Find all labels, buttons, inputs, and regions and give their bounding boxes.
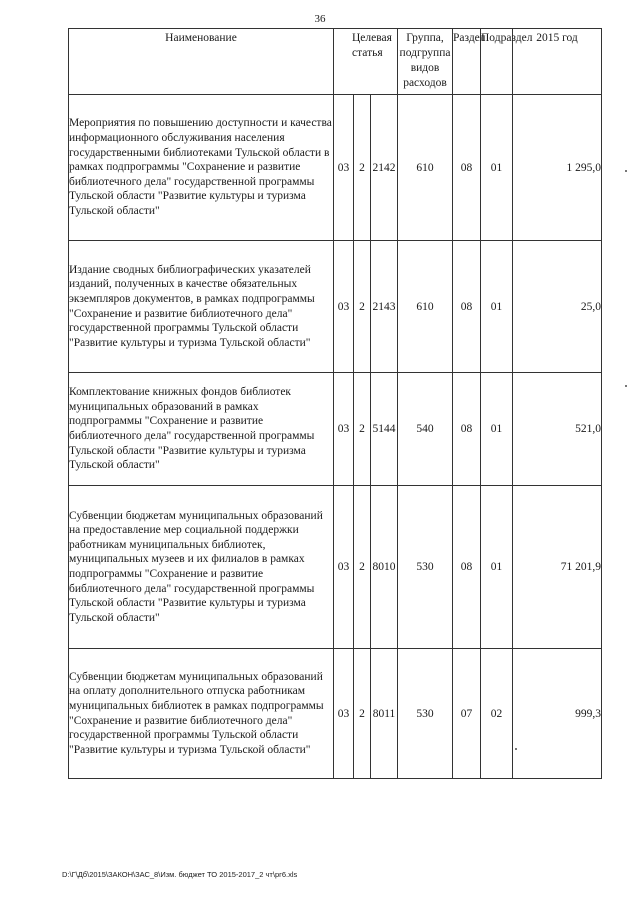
- row-item: 8010: [371, 486, 398, 649]
- row-item: 8011: [371, 649, 398, 779]
- row-group: 530: [398, 649, 453, 779]
- row-section: 08: [453, 241, 481, 373]
- row-section: 08: [453, 95, 481, 241]
- table-header-row: [69, 29, 602, 95]
- scan-dot: [625, 385, 627, 387]
- row-group: 610: [398, 241, 453, 373]
- row-program: 03: [334, 95, 354, 241]
- row-item: 2143: [371, 241, 398, 373]
- scan-dot: [625, 170, 627, 172]
- table-row: [69, 373, 602, 486]
- row-subprogram: 2: [354, 373, 371, 486]
- row-program: 03: [334, 649, 354, 779]
- row-name: Издание сводных библиографических указателей изданий, полученных в качестве обязательных экземпляров документов, в рамках подпрограммы "Сохранение и развитие библиотечного дела" государственной программы Тульской области "Развитие культуры и туризма Тульской области": [69, 241, 334, 373]
- row-name: Субвенции бюджетам муниципальных образований на предоставление мер социальной поддержки работникам муниципальных библиотек, муниципальных музеев и их филиалов в рамках подпрограммы "Сохранение и развитие библиотечного дела" государственной программы Тульской области "Развитие культуры и туризма Тульской области": [69, 486, 334, 649]
- file-path-footer: D:\Г\Дб\2015\ЗАКОН\ЗАС_8\Изм. бюджет ТО 2015-2017_2 чт\рг6.xls: [62, 870, 298, 879]
- row-amount: 1 295,0: [513, 95, 602, 241]
- header-name: Наименование: [69, 29, 334, 95]
- row-amount: 521,0: [513, 373, 602, 486]
- row-name: Субвенции бюджетам муниципальных образований на оплату дополнительного отпуска работникам муниципальных библиотек в рамках подпрограммы "Сохранение и развитие библиотечного дела" государственной программы Тульской области "Развитие культуры и туризма Тульской области": [69, 649, 334, 779]
- table-row: [69, 95, 602, 241]
- row-item: 2142: [371, 95, 398, 241]
- row-subprogram: 2: [354, 649, 371, 779]
- table-row: [69, 649, 602, 779]
- row-subsection: 01: [481, 373, 513, 486]
- row-subsection: 01: [481, 486, 513, 649]
- row-subsection: 02: [481, 649, 513, 779]
- row-subprogram: 2: [354, 95, 371, 241]
- header-section: Раздел: [453, 29, 481, 95]
- row-name: Мероприятия по повышению доступности и качества информационного обслуживания населения государственными библиотеками Тульской области в рамках подпрограммы "Сохранение и развитие библиотечного дела" государственной программы Тульской области "Развитие культуры и туризма Тульской области": [69, 95, 334, 241]
- row-group: 530: [398, 486, 453, 649]
- row-subprogram: 2: [354, 241, 371, 373]
- row-group: 540: [398, 373, 453, 486]
- row-section: 08: [453, 373, 481, 486]
- row-program: 03: [334, 486, 354, 649]
- row-name: Комплектование книжных фондов библиотек муниципальных образований в рамках подпрограммы "Сохранение и развитие библиотечного дела" государственной программы Тульской области "Развитие культуры и туризма Тульской области": [69, 373, 334, 486]
- budget-table: [68, 28, 602, 779]
- header-target: Целевая статья: [334, 29, 398, 95]
- row-program: 03: [334, 373, 354, 486]
- header-year: 2015 год: [513, 29, 602, 95]
- row-group: 610: [398, 95, 453, 241]
- header-subsection: Подраздел: [481, 29, 513, 95]
- header-group: Группа, подгруппа видов расходов: [398, 29, 453, 95]
- row-amount: 25,0: [513, 241, 602, 373]
- scan-dot: [515, 748, 517, 750]
- row-amount: 999,3: [513, 649, 602, 779]
- row-amount: 71 201,9: [513, 486, 602, 649]
- row-section: 07: [453, 649, 481, 779]
- page-number: 36: [314, 13, 326, 25]
- table-row: [69, 486, 602, 649]
- table-row: [69, 241, 602, 373]
- row-program: 03: [334, 241, 354, 373]
- row-subsection: 01: [481, 95, 513, 241]
- row-subsection: 01: [481, 241, 513, 373]
- row-section: 08: [453, 486, 481, 649]
- row-subprogram: 2: [354, 486, 371, 649]
- row-item: 5144: [371, 373, 398, 486]
